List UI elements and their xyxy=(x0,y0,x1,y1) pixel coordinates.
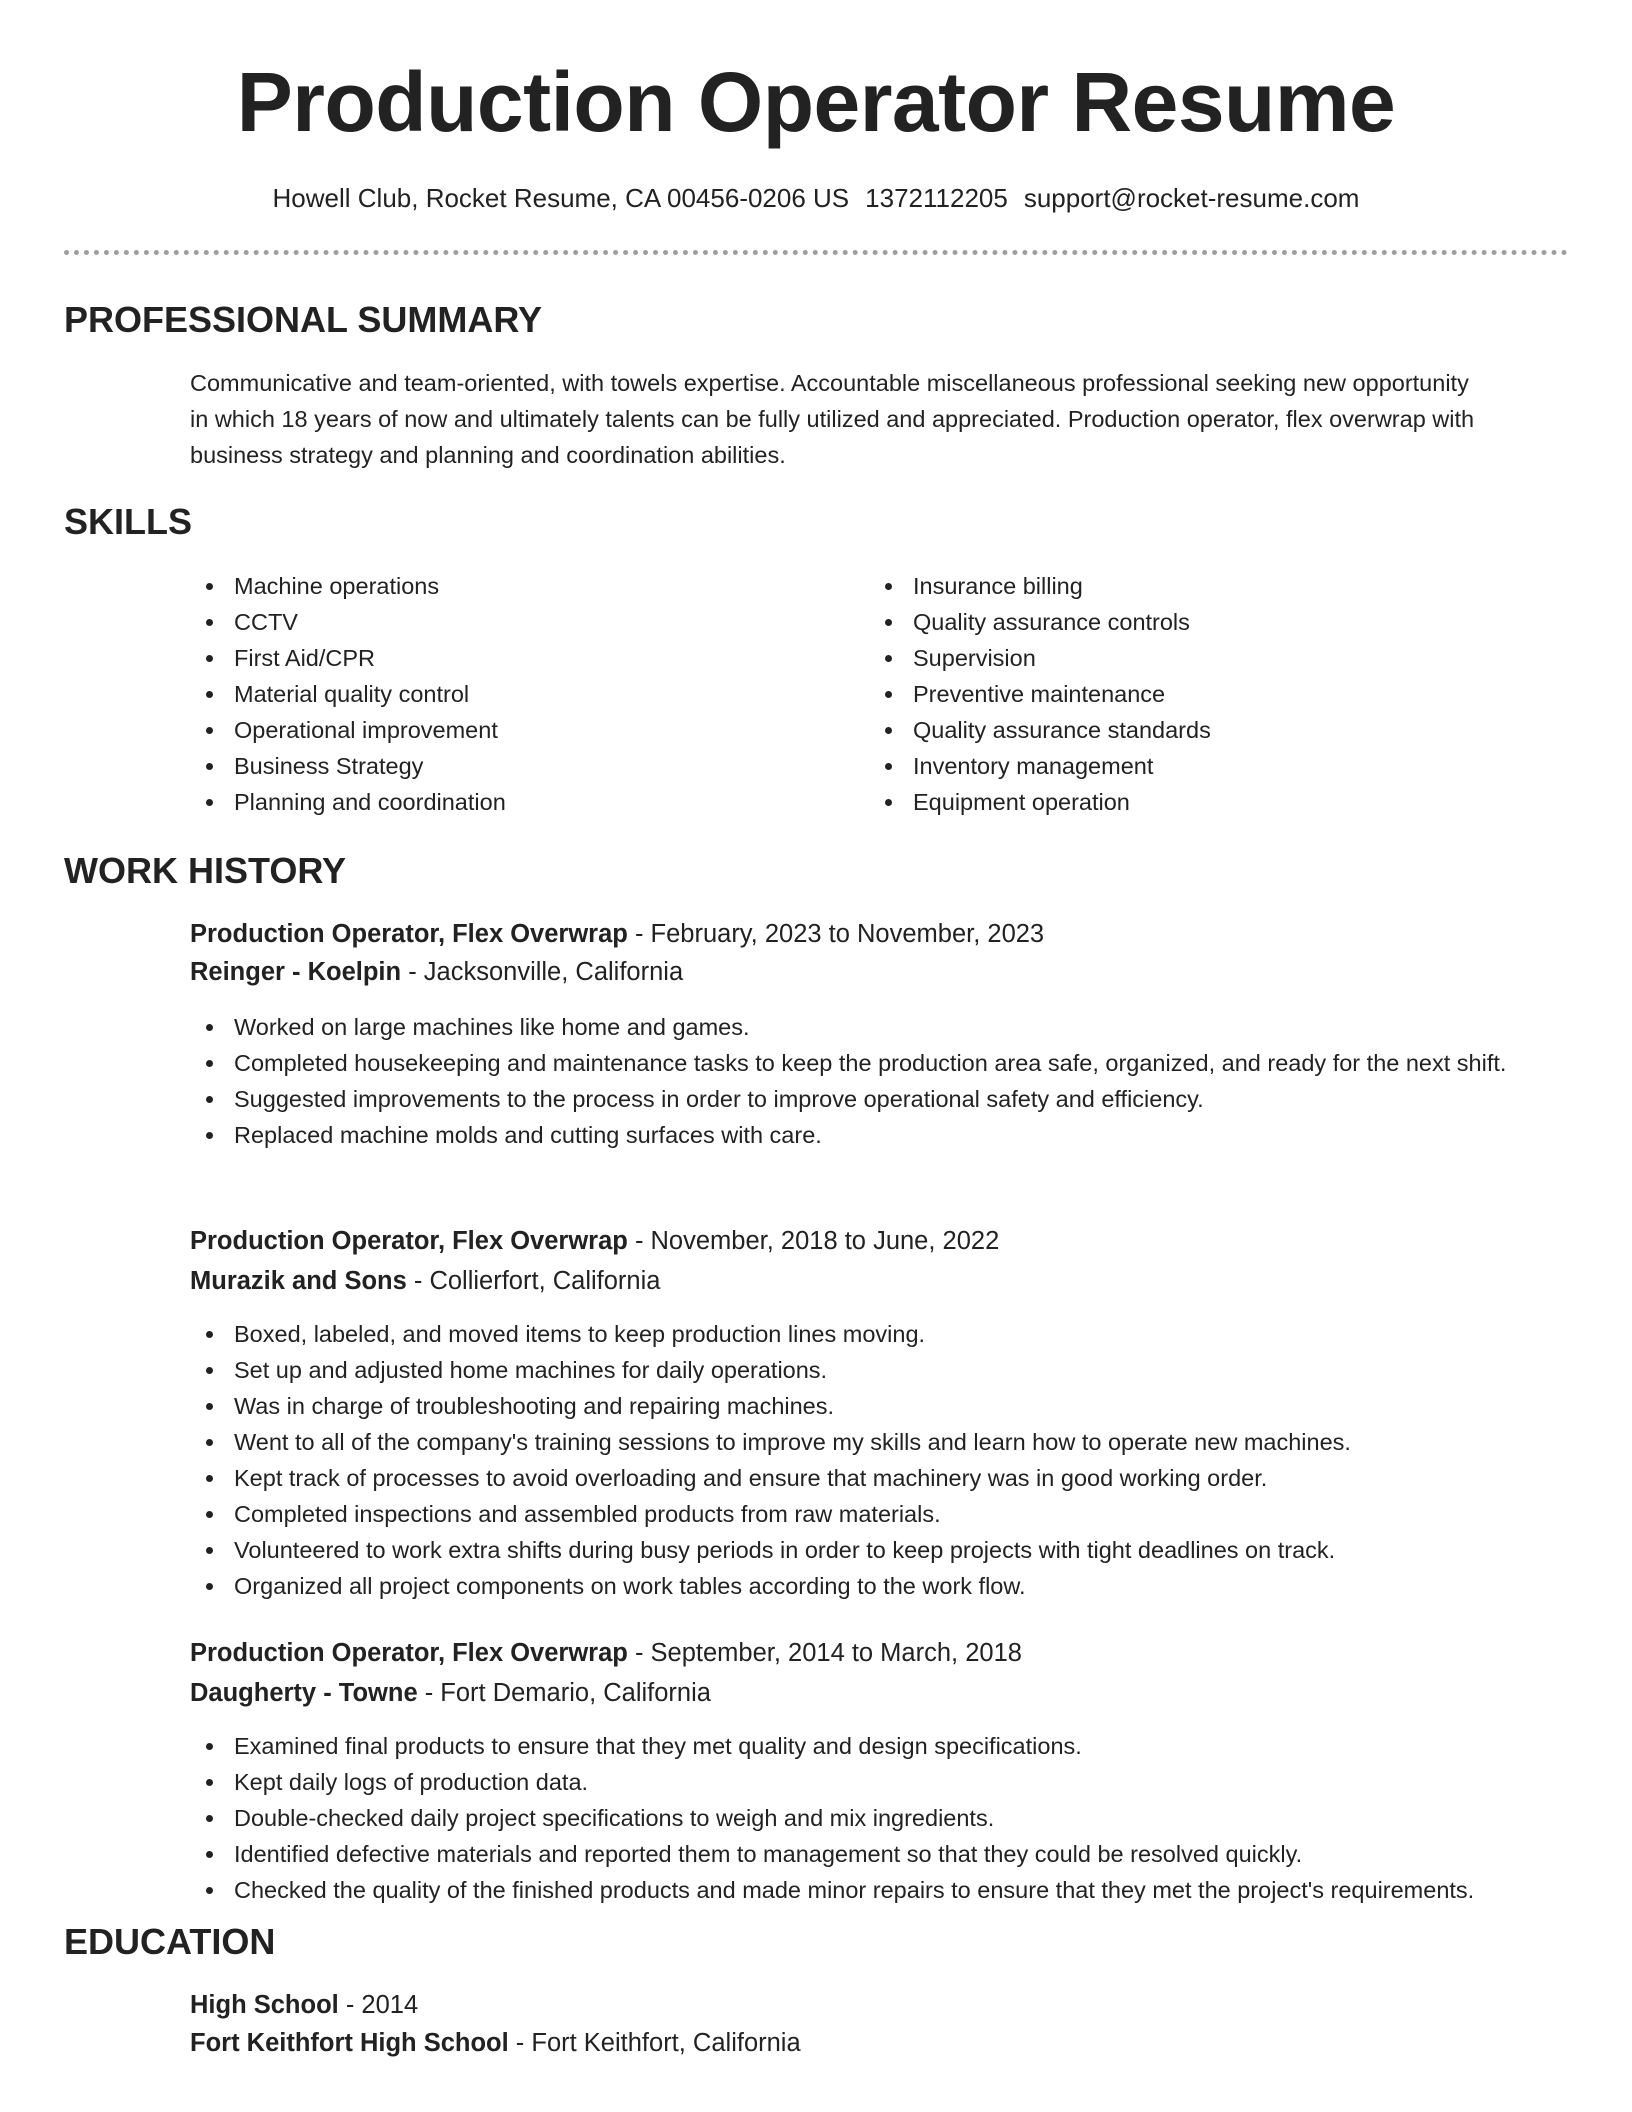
job-bullet: Boxed, labeled, and moved items to keep production lines moving. xyxy=(190,1316,1570,1352)
job-location: - Fort Demario, California xyxy=(417,1679,711,1707)
summary-text xyxy=(190,365,1570,473)
job-dates: - November, 2018 to June, 2022 xyxy=(627,1227,1000,1255)
header-divider xyxy=(64,250,1568,255)
job-title: Production Operator, Flex Overwrap xyxy=(190,920,628,948)
job-bullet: Suggested improvements to the process in order to improve operational safety and efficiency. xyxy=(190,1081,1570,1117)
job-location: - Collierfort, California xyxy=(406,1267,661,1295)
job-company-line xyxy=(190,1262,660,1300)
job-bullet: Worked on large machines like home and games. xyxy=(190,1009,1570,1045)
job-title: Production Operator, Flex Overwrap xyxy=(190,1227,628,1255)
job-bullet: Completed inspections and assembled products from raw materials. xyxy=(190,1496,1570,1532)
education-school-line xyxy=(190,2024,801,2062)
skill-item: Insurance billing xyxy=(869,568,1211,604)
job-company-line xyxy=(190,953,683,991)
skill-item: Material quality control xyxy=(190,676,506,712)
job-bullet: Completed housekeeping and maintenance tasks to keep the production area safe, organized, and ready for the next shift. xyxy=(190,1045,1570,1081)
skills-list-right xyxy=(869,568,1211,820)
skill-item: CCTV xyxy=(190,604,506,640)
education-location: - Fort Keithfort, California xyxy=(508,2029,801,2057)
job-company: Reinger - Koelpin xyxy=(190,958,402,986)
skill-item: Inventory management xyxy=(869,748,1211,784)
skill-item: First Aid/CPR xyxy=(190,640,506,676)
summary-line: in which 18 years of now and ultimately talents can be fully utilized and appreciated. Production operator, flex overwrap with xyxy=(190,406,1475,432)
job-bullet: Identified defective materials and reported them to management so that they could be resolved quickly. xyxy=(190,1836,1570,1872)
resume-title: Production Operator Resume xyxy=(236,55,1396,149)
skill-item: Planning and coordination xyxy=(190,784,506,820)
skill-item: Machine operations xyxy=(190,568,506,604)
job-bullet: Went to all of the company's training sessions to improve my skills and learn how to operate new machines. xyxy=(190,1424,1570,1460)
contact-email: support@rocket-resume.com xyxy=(1023,183,1360,213)
job-dates: - February, 2023 to November, 2023 xyxy=(627,920,1045,948)
job-bullet: Checked the quality of the finished products and made minor repairs to ensure that they met the project's requirements. xyxy=(190,1872,1570,1908)
skill-item: Equipment operation xyxy=(869,784,1211,820)
summary-line: business strategy and planning and coordination abilities. xyxy=(190,442,786,468)
job-title: Production Operator, Flex Overwrap xyxy=(190,1639,628,1667)
education-degree: High School xyxy=(190,1991,339,2019)
skill-item: Quality assurance controls xyxy=(869,604,1211,640)
summary-heading: PROFESSIONAL SUMMARY xyxy=(64,299,543,340)
education-degree-line xyxy=(190,1986,418,2024)
job-bullet: Examined final products to ensure that they met quality and design specifications. xyxy=(190,1728,1570,1764)
job-title-line xyxy=(190,1634,1022,1672)
job-bullet: Double-checked daily project specifications to weigh and mix ingredients. xyxy=(190,1800,1570,1836)
skills-heading: SKILLS xyxy=(64,501,193,542)
skill-item: Quality assurance standards xyxy=(869,712,1211,748)
job-bullets xyxy=(190,1316,1570,1604)
job-title-line xyxy=(190,915,1044,953)
skill-item: Business Strategy xyxy=(190,748,506,784)
contact-phone: 1372112205 xyxy=(865,183,1008,213)
job-bullet: Organized all project components on work tables according to the work flow. xyxy=(190,1568,1570,1604)
job-bullets xyxy=(190,1009,1570,1153)
contact-address: Howell Club, Rocket Resume, CA 00456-0206 US xyxy=(272,183,850,213)
summary-line: Communicative and team-oriented, with towels expertise. Accountable miscellaneous professional seeking new opportunity xyxy=(190,370,1469,396)
education-year: - 2014 xyxy=(338,1991,419,2019)
job-bullets xyxy=(190,1728,1570,1908)
job-location: - Jacksonville, California xyxy=(401,958,684,986)
job-bullet: Volunteered to work extra shifts during busy periods in order to keep projects with tight deadlines on track. xyxy=(190,1532,1570,1568)
job-bullet: Replaced machine molds and cutting surfaces with care. xyxy=(190,1117,1570,1153)
work-heading: WORK HISTORY xyxy=(64,850,347,891)
skill-item: Operational improvement xyxy=(190,712,506,748)
job-title-line xyxy=(190,1222,999,1260)
job-bullet: Kept track of processes to avoid overloading and ensure that machinery was in good working order. xyxy=(190,1460,1570,1496)
contact-info xyxy=(0,180,1632,216)
job-dates: - September, 2014 to March, 2018 xyxy=(627,1639,1022,1667)
job-company-line xyxy=(190,1674,711,1712)
skills-list-left xyxy=(190,568,506,820)
job-company: Daugherty - Towne xyxy=(190,1679,418,1707)
education-heading: EDUCATION xyxy=(64,1921,276,1962)
skill-item: Supervision xyxy=(869,640,1211,676)
job-company: Murazik and Sons xyxy=(190,1267,407,1295)
education-school: Fort Keithfort High School xyxy=(190,2029,509,2057)
job-bullet: Was in charge of troubleshooting and repairing machines. xyxy=(190,1388,1570,1424)
skill-item: Preventive maintenance xyxy=(869,676,1211,712)
job-bullet: Set up and adjusted home machines for daily operations. xyxy=(190,1352,1570,1388)
job-bullet: Kept daily logs of production data. xyxy=(190,1764,1570,1800)
